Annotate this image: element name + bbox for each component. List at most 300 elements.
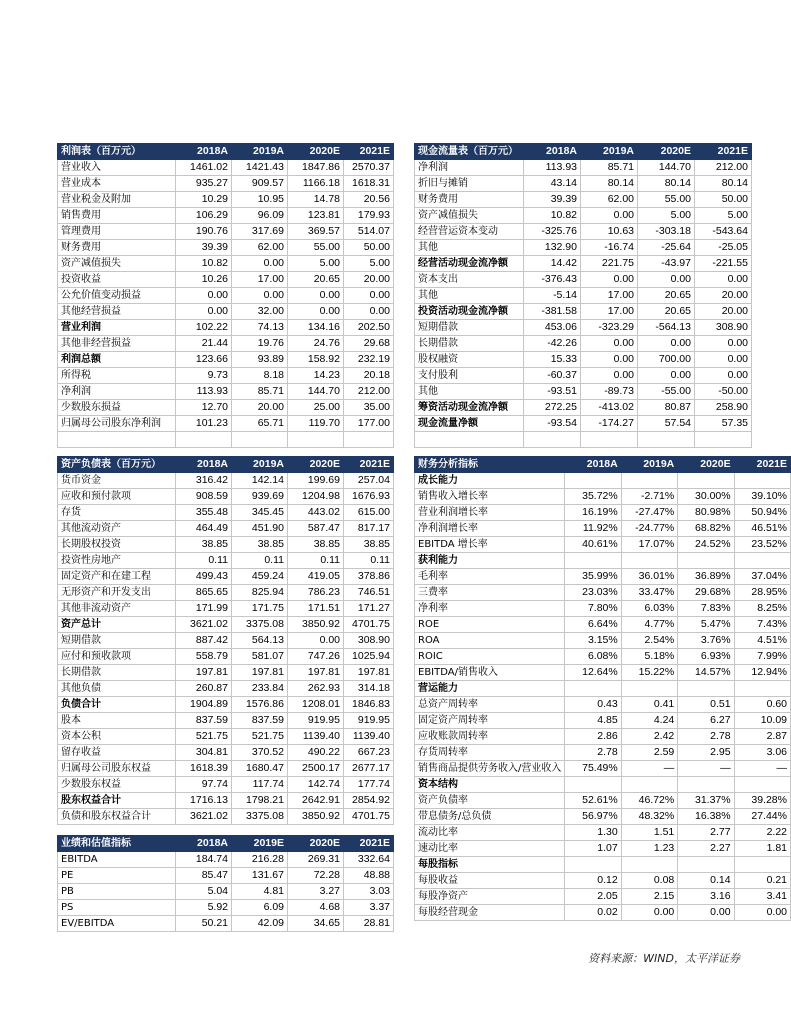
value-cell: 1.07 — [565, 841, 621, 857]
value-cell: 5.18% — [621, 649, 678, 665]
value-cell: 20.00 — [695, 304, 752, 320]
value-cell: -43.97 — [638, 256, 695, 272]
value-cell: 2.15 — [621, 889, 678, 905]
value-cell: 1.23 — [621, 841, 678, 857]
spacer-row — [58, 432, 394, 448]
value-cell: 3621.02 — [176, 809, 232, 825]
value-cell: 262.93 — [288, 681, 344, 697]
value-cell: 5.00 — [288, 256, 344, 272]
value-cell: 314.18 — [344, 681, 394, 697]
table-row — [58, 288, 394, 304]
value-cell: 34.65 — [288, 916, 344, 932]
value-cell: 0.00 — [695, 352, 752, 368]
value-cell: 212.00 — [344, 384, 394, 400]
value-cell: 1.30 — [565, 825, 621, 841]
value-cell: -376.43 — [524, 272, 581, 288]
value-cell: 0.00 — [176, 304, 232, 320]
table-row — [415, 569, 791, 585]
value-cell: 0.12 — [565, 873, 621, 889]
value-cell: 1139.40 — [288, 729, 344, 745]
value-cell: 12.64% — [565, 665, 621, 681]
table-row — [415, 537, 791, 553]
row-label: 资产减值损失 — [415, 208, 524, 224]
value-cell: 42.09 — [232, 916, 288, 932]
value-cell: 935.27 — [176, 176, 232, 192]
value-cell: 1204.98 — [288, 489, 344, 505]
table-row — [415, 905, 791, 921]
table-row — [415, 505, 791, 521]
value-cell: 113.93 — [176, 384, 232, 400]
value-cell: -60.37 — [524, 368, 581, 384]
row-label: 速动比率 — [415, 841, 565, 857]
value-cell: 0.00 — [288, 633, 344, 649]
value-cell: 14.42 — [524, 256, 581, 272]
value-cell: 1166.18 — [288, 176, 344, 192]
value-cell: 558.79 — [176, 649, 232, 665]
table-row — [415, 288, 752, 304]
row-label: 净利润增长率 — [415, 521, 565, 537]
value-cell: 0.11 — [288, 553, 344, 569]
row-label: 管理费用 — [58, 224, 176, 240]
value-cell: 7.43% — [734, 617, 790, 633]
row-label: 长期借款 — [58, 665, 176, 681]
row-label: 获利能力 — [415, 553, 565, 569]
table-header-row — [58, 836, 394, 852]
table-row — [58, 900, 394, 916]
table-row — [415, 160, 752, 176]
value-cell: -89.73 — [581, 384, 638, 400]
value-cell — [734, 681, 790, 697]
value-cell: 32.00 — [232, 304, 288, 320]
table-row — [58, 489, 394, 505]
row-label: 带息债务/总负债 — [415, 809, 565, 825]
value-cell: 117.74 — [232, 777, 288, 793]
balance-sheet-table — [57, 456, 394, 825]
value-cell: 144.70 — [288, 384, 344, 400]
value-cell: 171.75 — [232, 601, 288, 617]
value-cell — [565, 857, 621, 873]
value-cell: 14.78 — [288, 192, 344, 208]
table-row — [415, 240, 752, 256]
value-cell: 12.94% — [734, 665, 790, 681]
value-cell: 2854.92 — [344, 793, 394, 809]
value-cell: -16.74 — [581, 240, 638, 256]
value-cell: 85.71 — [232, 384, 288, 400]
value-cell: -2.71% — [621, 489, 678, 505]
row-label: 总资产周转率 — [415, 697, 565, 713]
table-row — [58, 304, 394, 320]
table-row — [415, 745, 791, 761]
value-cell: 10.95 — [232, 192, 288, 208]
row-label: 三费率 — [415, 585, 565, 601]
value-cell: 36.01% — [621, 569, 678, 585]
value-cell: 197.81 — [344, 665, 394, 681]
value-cell: 50.94% — [734, 505, 790, 521]
empty-cell — [232, 432, 288, 448]
value-cell: 1618.39 — [176, 761, 232, 777]
year-header: 2020E — [678, 457, 734, 473]
value-cell: 119.70 — [288, 416, 344, 432]
value-cell: 825.94 — [232, 585, 288, 601]
value-cell: 10.26 — [176, 272, 232, 288]
value-cell: 3.76% — [678, 633, 734, 649]
table-row — [58, 761, 394, 777]
value-cell: 8.25% — [734, 601, 790, 617]
value-cell: 48.32% — [621, 809, 678, 825]
value-cell: 0.00 — [581, 352, 638, 368]
row-label: 存货周转率 — [415, 745, 565, 761]
row-label: 财务费用 — [415, 192, 524, 208]
value-cell: 3621.02 — [176, 617, 232, 633]
value-cell: 57.54 — [638, 416, 695, 432]
value-cell: 308.90 — [695, 320, 752, 336]
value-cell: 3.03 — [344, 884, 394, 900]
value-cell: 50.00 — [344, 240, 394, 256]
value-cell: 20.65 — [638, 304, 695, 320]
value-cell: 6.09 — [232, 900, 288, 916]
value-cell — [678, 553, 734, 569]
table-row — [415, 416, 752, 432]
value-cell: 0.00 — [176, 288, 232, 304]
row-label: 支付股利 — [415, 368, 524, 384]
row-label: 资产减值损失 — [58, 256, 176, 272]
table-row — [58, 352, 394, 368]
value-cell: -325.76 — [524, 224, 581, 240]
value-cell: 233.84 — [232, 681, 288, 697]
row-label: 每股收益 — [415, 873, 565, 889]
table-row — [58, 745, 394, 761]
value-cell: 0.00 — [232, 288, 288, 304]
row-label: PE — [58, 868, 176, 884]
value-cell: 0.08 — [621, 873, 678, 889]
value-cell: -50.00 — [695, 384, 752, 400]
value-cell: 7.83% — [678, 601, 734, 617]
value-cell: 6.08% — [565, 649, 621, 665]
row-label: 无形资产和开发支出 — [58, 585, 176, 601]
value-cell: 106.29 — [176, 208, 232, 224]
value-cell: 5.00 — [344, 256, 394, 272]
value-cell — [565, 777, 621, 793]
value-cell: 0.00 — [581, 208, 638, 224]
value-cell: 9.73 — [176, 368, 232, 384]
empty-cell — [524, 432, 581, 448]
table-row — [58, 553, 394, 569]
year-header: 2019A — [581, 144, 638, 160]
row-label: 净利率 — [415, 601, 565, 617]
value-cell: 459.24 — [232, 569, 288, 585]
value-cell: 202.50 — [344, 320, 394, 336]
year-header: 2021E — [344, 457, 394, 473]
row-label: 其他经营损益 — [58, 304, 176, 320]
value-cell: 667.23 — [344, 745, 394, 761]
value-cell: 39.39 — [176, 240, 232, 256]
year-header: 2020E — [288, 144, 344, 160]
value-cell — [678, 473, 734, 489]
value-cell: 0.02 — [565, 905, 621, 921]
year-header: 2021E — [344, 836, 394, 852]
row-label: 归属母公司股东净利润 — [58, 416, 176, 432]
value-cell: 1716.13 — [176, 793, 232, 809]
value-cell: 0.00 — [581, 336, 638, 352]
value-cell: 93.89 — [232, 352, 288, 368]
year-header: 2020E — [638, 144, 695, 160]
table-row — [58, 777, 394, 793]
value-cell: 17.00 — [581, 304, 638, 320]
value-cell: 55.00 — [638, 192, 695, 208]
year-header: 2020E — [288, 457, 344, 473]
value-cell: 62.00 — [232, 240, 288, 256]
empty-cell — [695, 432, 752, 448]
table-row — [58, 617, 394, 633]
value-cell: 0.14 — [678, 873, 734, 889]
value-cell: 36.89% — [678, 569, 734, 585]
table-row — [58, 633, 394, 649]
empty-cell — [638, 432, 695, 448]
value-cell: -543.64 — [695, 224, 752, 240]
table-row — [58, 240, 394, 256]
value-cell: 3.37 — [344, 900, 394, 916]
value-cell: 939.69 — [232, 489, 288, 505]
value-cell — [621, 553, 678, 569]
value-cell: 1904.89 — [176, 697, 232, 713]
value-cell: -564.13 — [638, 320, 695, 336]
value-cell: 21.44 — [176, 336, 232, 352]
value-cell: 581.07 — [232, 649, 288, 665]
row-label: 营运能力 — [415, 681, 565, 697]
value-cell — [734, 473, 790, 489]
spacer-row — [415, 432, 752, 448]
value-cell: 212.00 — [695, 160, 752, 176]
value-cell: 587.47 — [288, 521, 344, 537]
table-header-row — [58, 457, 394, 473]
value-cell: 464.49 — [176, 521, 232, 537]
value-cell: 123.66 — [176, 352, 232, 368]
value-cell: -221.55 — [695, 256, 752, 272]
value-cell: 221.75 — [581, 256, 638, 272]
value-cell: 2.87 — [734, 729, 790, 745]
section-row — [415, 473, 791, 489]
row-label: 现金流量净额 — [415, 416, 524, 432]
value-cell: 6.64% — [565, 617, 621, 633]
table-row — [415, 841, 791, 857]
value-cell: 304.81 — [176, 745, 232, 761]
value-cell: 85.71 — [581, 160, 638, 176]
value-cell: 1680.47 — [232, 761, 288, 777]
row-label: 少数股东损益 — [58, 400, 176, 416]
table-row — [58, 537, 394, 553]
row-label: 营业收入 — [58, 160, 176, 176]
value-cell: 197.81 — [176, 665, 232, 681]
value-cell: 23.03% — [565, 585, 621, 601]
value-cell: 0.00 — [621, 905, 678, 921]
value-cell: 65.71 — [232, 416, 288, 432]
row-label: 留存收益 — [58, 745, 176, 761]
value-cell: 50.21 — [176, 916, 232, 932]
table-row — [58, 793, 394, 809]
value-cell: 0.11 — [344, 553, 394, 569]
value-cell: 35.72% — [565, 489, 621, 505]
value-cell: 20.65 — [288, 272, 344, 288]
value-cell: 179.93 — [344, 208, 394, 224]
value-cell: 378.86 — [344, 569, 394, 585]
table-row — [415, 304, 752, 320]
value-cell: 74.13 — [232, 320, 288, 336]
value-cell: -5.14 — [524, 288, 581, 304]
value-cell: 15.33 — [524, 352, 581, 368]
value-cell: 3.27 — [288, 884, 344, 900]
row-label: 所得税 — [58, 368, 176, 384]
value-cell: 865.65 — [176, 585, 232, 601]
row-label: 经营活动现金流净额 — [415, 256, 524, 272]
value-cell: 3375.08 — [232, 809, 288, 825]
table-row — [415, 489, 791, 505]
value-cell: 1025.94 — [344, 649, 394, 665]
value-cell: 4.81 — [232, 884, 288, 900]
value-cell: 0.00 — [288, 288, 344, 304]
row-label: 短期借款 — [415, 320, 524, 336]
value-cell: 317.69 — [232, 224, 288, 240]
value-cell — [678, 857, 734, 873]
value-cell: 1576.86 — [232, 697, 288, 713]
year-header: 2020E — [288, 836, 344, 852]
year-header: 2021E — [344, 144, 394, 160]
table-row — [58, 176, 394, 192]
value-cell: 747.26 — [288, 649, 344, 665]
table-row — [58, 916, 394, 932]
value-cell: 171.51 — [288, 601, 344, 617]
value-cell: 369.57 — [288, 224, 344, 240]
section-row — [415, 553, 791, 569]
value-cell: 3.16 — [678, 889, 734, 905]
value-cell: 134.16 — [288, 320, 344, 336]
row-label: 销售商品提供劳务收入/营业收入 — [415, 761, 565, 777]
value-cell: 97.74 — [176, 777, 232, 793]
empty-cell — [288, 432, 344, 448]
value-cell: 190.76 — [176, 224, 232, 240]
value-cell: -55.00 — [638, 384, 695, 400]
table-row — [415, 633, 791, 649]
row-label: 折旧与摊销 — [415, 176, 524, 192]
table-header-row — [415, 144, 752, 160]
value-cell: 0.00 — [638, 368, 695, 384]
value-cell: 23.52% — [734, 537, 790, 553]
row-label: 公允价值变动损益 — [58, 288, 176, 304]
table-title: 业绩和估值指标 — [58, 836, 176, 852]
value-cell: 28.81 — [344, 916, 394, 932]
value-cell: 75.49% — [565, 761, 621, 777]
value-cell: 3375.08 — [232, 617, 288, 633]
value-cell: 80.14 — [695, 176, 752, 192]
value-cell — [678, 681, 734, 697]
table-row — [58, 160, 394, 176]
value-cell: 37.04% — [734, 569, 790, 585]
table-row — [415, 352, 752, 368]
table-row — [58, 368, 394, 384]
value-cell: 3850.92 — [288, 617, 344, 633]
row-label: ROIC — [415, 649, 565, 665]
row-label: 资本结构 — [415, 777, 565, 793]
value-cell: 1847.86 — [288, 160, 344, 176]
value-cell: 2.27 — [678, 841, 734, 857]
value-cell: 0.00 — [344, 288, 394, 304]
value-cell: 68.82% — [678, 521, 734, 537]
value-cell: 272.25 — [524, 400, 581, 416]
value-cell: 27.44% — [734, 809, 790, 825]
income-statement-table — [57, 143, 394, 448]
row-label: 营业利润 — [58, 320, 176, 336]
value-cell: 56.97% — [565, 809, 621, 825]
empty-cell — [581, 432, 638, 448]
table-row — [415, 873, 791, 889]
value-cell — [565, 681, 621, 697]
value-cell — [621, 777, 678, 793]
value-cell: 0.43 — [565, 697, 621, 713]
value-cell: 0.11 — [232, 553, 288, 569]
value-cell: 123.81 — [288, 208, 344, 224]
value-cell: 101.23 — [176, 416, 232, 432]
row-label: 长期股权投资 — [58, 537, 176, 553]
value-cell: 8.18 — [232, 368, 288, 384]
value-cell: 919.95 — [344, 713, 394, 729]
row-label: 营业成本 — [58, 176, 176, 192]
value-cell: 232.19 — [344, 352, 394, 368]
value-cell: 3.06 — [734, 745, 790, 761]
value-cell: 2.59 — [621, 745, 678, 761]
value-cell: 0.00 — [695, 272, 752, 288]
value-cell: 2.77 — [678, 825, 734, 841]
value-cell: 184.74 — [176, 852, 232, 868]
value-cell: 55.00 — [288, 240, 344, 256]
value-cell: 2.22 — [734, 825, 790, 841]
value-cell: 35.99% — [565, 569, 621, 585]
value-cell — [621, 857, 678, 873]
value-cell: 5.92 — [176, 900, 232, 916]
row-label: 短期借款 — [58, 633, 176, 649]
row-label: 其他 — [415, 240, 524, 256]
row-label: 应收和预付款项 — [58, 489, 176, 505]
row-label: 流动比率 — [415, 825, 565, 841]
value-cell: 14.57% — [678, 665, 734, 681]
value-cell: -25.64 — [638, 240, 695, 256]
value-cell: 35.00 — [344, 400, 394, 416]
value-cell: 197.81 — [288, 665, 344, 681]
value-cell: -174.27 — [581, 416, 638, 432]
row-label: EBITDA 增长率 — [415, 537, 565, 553]
value-cell: 370.52 — [232, 745, 288, 761]
table-title: 资产负债表（百万元） — [58, 457, 176, 473]
value-cell: 2.42 — [621, 729, 678, 745]
value-cell: 6.03% — [621, 601, 678, 617]
value-cell: 31.37% — [678, 793, 734, 809]
value-cell: 20.00 — [344, 272, 394, 288]
value-cell: 38.85 — [288, 537, 344, 553]
value-cell: 1846.83 — [344, 697, 394, 713]
row-label: 投资活动现金流净额 — [415, 304, 524, 320]
value-cell: 46.51% — [734, 521, 790, 537]
row-label: 资产总计 — [58, 617, 176, 633]
row-label: 股东权益合计 — [58, 793, 176, 809]
row-label: 利润总额 — [58, 352, 176, 368]
row-label: 应付和预收款项 — [58, 649, 176, 665]
value-cell: 20.18 — [344, 368, 394, 384]
table-title: 利润表（百万元） — [58, 144, 176, 160]
value-cell: 17.00 — [232, 272, 288, 288]
value-cell: 20.65 — [638, 288, 695, 304]
table-row — [415, 713, 791, 729]
row-label: 其他非经营损益 — [58, 336, 176, 352]
value-cell: 2570.37 — [344, 160, 394, 176]
value-cell: -25.05 — [695, 240, 752, 256]
